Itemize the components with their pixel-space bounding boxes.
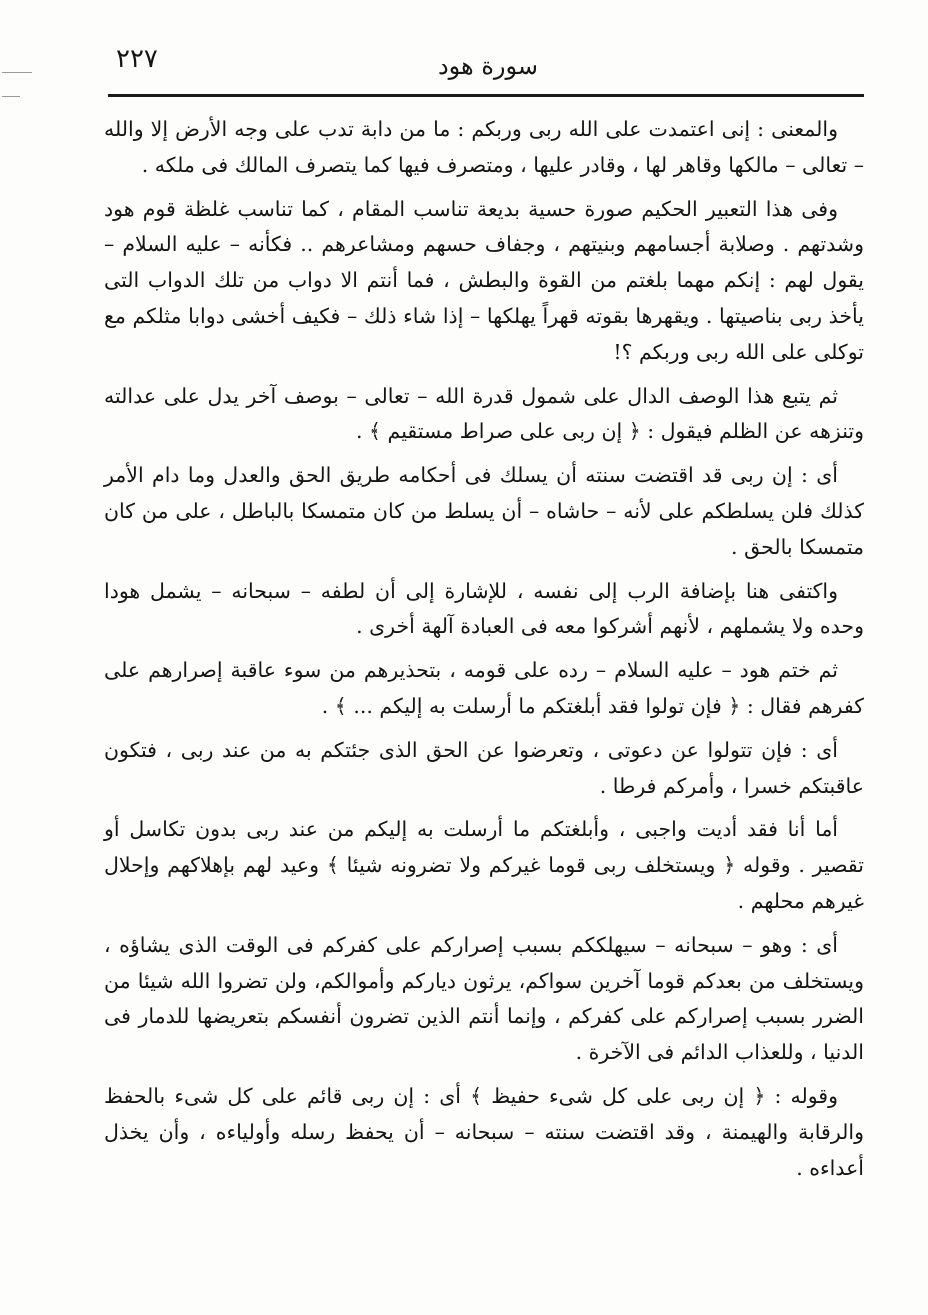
paragraph: وقوله : ﴿ إن ربى على كل شىء حفيظ ﴾ أى : إن ربى قائم على كل شىء بالحفظ والرقابة والهيمنة ، وقد اقتضت سنته – سبحانه – أن يحفظ رسله وأولياءه ، وأن يخذل أعداءه . xyxy=(104,1083,864,1180)
paragraph: أى : وهو – سبحانه – سيهلككم بسبب إصراركم على كفركم فى الوقت الذى يشاؤه ، ويستخلف من بعدكم قوما آخرين سواكم، يرثون دياركم وأموالكم، ولن تضروا الله شيئا من الضرر بسبب إصراركم على كفركم ، وإنما أنتم الذين تضرون أنفسكم بتعريضها للدمار فى الدنيا ، وللعذاب الدائم فى الآخرة . xyxy=(104,932,864,1065)
commentary-text xyxy=(104,112,864,1194)
scan-edge-mark xyxy=(2,72,32,73)
paragraph: والمعنى : إنى اعتمدت على الله ربى وربكم : ما من دابة تدب على وجه الأرض إلا والله – تعالى – مالكها وقاهر لها ، وقادر عليها ، ومتصرف فيها كما يتصرف المالك فى ملكه . xyxy=(104,117,864,177)
scan-edge-mark xyxy=(2,96,20,97)
paragraph: ثم ختم هود – عليه السلام – رده على قومه ، بتحذيرهم من سوء عاقبة إصرارهم على كفرهم فقال : ﴿ فإن تولوا فقد أبلغتكم ما أرسلت به إليكم ... ﴾ . xyxy=(104,658,864,718)
paragraph: واكتفى هنا بإضافة الرب إلى نفسه ، للإشارة إلى أن لطفه – سبحانه – يشمل هودا وحده ولا يشملهم ، لأنهم أشركوا معه فى العبادة آلهة أخرى . xyxy=(104,578,864,639)
running-header xyxy=(108,38,864,98)
header-rule xyxy=(108,94,864,97)
page-number: ٢٢٧ xyxy=(116,44,158,74)
paragraph: وفى هذا التعبير الحكيم صورة حسية بديعة تناسب المقام ، كما تناسب غلظة قوم هود وشدتهم . وصلابة أجسامهم وبنيتهم ، وجفاف حسهم ومشاعرهم .. فكأنه – عليه السلام – يقول لهم : إنكم مهما بلغتم من القوة والبطش ، فما أنتم الا دواب من تلك الدواب التى يأخذ ربى بناصيتها . ويقهرها بقوته قهراً يهلكها – إذا شاء ذلك – فكيف أخشى دوابا مثلكم مع توكلى على الله ربى وربكم ؟! xyxy=(104,196,864,364)
paragraph: أما أنا فقد أديت واجبى ، وأبلغتكم ما أرسلت به إليكم من عند ربى بدون تكاسل أو تقصير . وقوله ﴿ ويستخلف ربى قوما غيركم ولا تضرونه شيئا ﴾ وعيد لهم بإهلاكهم وإحلال غيرهم محلهم . xyxy=(104,817,864,913)
paragraph: أى : إن ربى قد اقتضت سنته أن يسلك فى أحكامه طريق الحق والعدل وما دام الأمر كذلك فلن يسلطكم على لأنه – حاشاه – أن يسلط من كان متمسكا بالباطل ، على من كان متمسكا بالحق . xyxy=(104,463,864,559)
surah-title: سورة هود xyxy=(437,52,539,80)
paragraph: ثم يتبع هذا الوصف الدال على شمول قدرة الله – تعالى – بوصف آخر يدل على عدالته وتنزهه عن الظلم فيقول : ﴿ إن ربى على صراط مستقيم ﴾ . xyxy=(104,383,864,444)
paragraph: أى : فإن تتولوا عن دعوتى ، وتعرضوا عن الحق الذى جئتكم به من عند ربى ، فتكون عاقبتكم خسرا ، وأمركم فرطا . xyxy=(104,737,864,798)
